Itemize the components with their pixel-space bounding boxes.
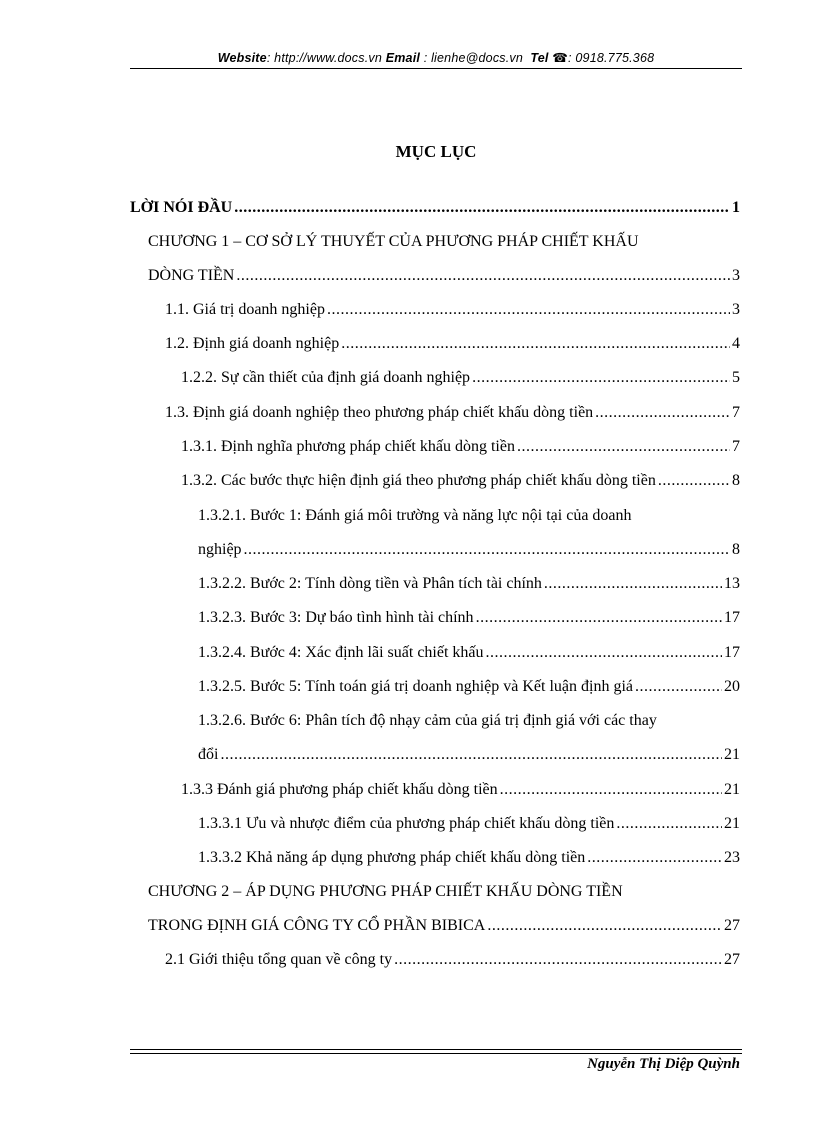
toc-entry[interactable]: 1.3.3 Đánh giá phương pháp chiết khấu dòng tiền ..... 21	[181, 780, 740, 800]
website-value: : http://www.docs.vn	[266, 51, 382, 65]
toc-entry[interactable]: 1.3.2.2. Bước 2: Tính dòng tiền và Phân tích tài chính ..... 13	[198, 574, 740, 594]
author-name: Nguyễn Thị Diệp Quỳnh	[587, 1056, 740, 1072]
toc-entry[interactable]: nghiệp ..... 8	[198, 540, 740, 560]
toc-entry[interactable]: CHƯƠNG 1 – CƠ SỞ LÝ THUYẾT CỦA PHƯƠNG PHÁP CHIẾT KHẤU	[148, 233, 639, 250]
toc-entry[interactable]: 1.2. Định giá doanh nghiệp ..... 4	[165, 334, 740, 354]
tel-label: Tel	[530, 51, 549, 65]
toc-entry[interactable]: 1.2.2. Sự cần thiết của định giá doanh nghiệp ..... 5	[181, 368, 740, 388]
header-rule	[130, 68, 742, 69]
page-header	[130, 50, 742, 65]
website-label: Website	[217, 51, 267, 65]
toc-entry[interactable]: 1.1. Giá trị doanh nghiệp ..... 3	[165, 300, 740, 320]
toc-entry[interactable]: 1.3.2. Các bước thực hiện định giá theo phương pháp chiết khấu dòng tiền ..... 8	[181, 471, 740, 491]
toc-entry[interactable]: 1.3.2.6. Bước 6: Phân tích độ nhạy cảm của giá trị định giá với các thay	[198, 712, 657, 729]
email-value: : lienhe@docs.vn	[423, 51, 524, 65]
phone-icon: ☎	[552, 51, 569, 65]
toc-entry[interactable]: TRONG ĐỊNH GIÁ CÔNG TY CỔ PHẦN BIBICA ..... 27	[148, 916, 740, 936]
toc-entry[interactable]: LỜI NÓI ĐẦU ..... 1	[130, 198, 740, 218]
toc-entry[interactable]: 1.3.3.1 Ưu và nhược điểm của phương pháp chiết khấu dòng tiền ..... 21	[198, 814, 740, 834]
toc-entry[interactable]: đổi ..... 21	[198, 745, 740, 765]
toc-entry[interactable]: 1.3.2.4. Bước 4: Xác định lãi suất chiết khấu ..... 17	[198, 643, 740, 663]
toc-entry[interactable]: 1.3.2.5. Bước 5: Tính toán giá trị doanh nghiệp và Kết luận định giá ..... 20	[198, 677, 740, 697]
toc-entry[interactable]: 1.3. Định giá doanh nghiệp theo phương pháp chiết khấu dòng tiền ..... 7	[165, 403, 740, 423]
toc-entry[interactable]: CHƯƠNG 2 – ÁP DỤNG PHƯƠNG PHÁP CHIẾT KHẤU DÒNG TIỀN	[148, 883, 623, 900]
footer-rule	[130, 1049, 742, 1050]
footer-rule-thin	[130, 1053, 742, 1054]
toc-entry[interactable]: 1.3.3.2 Khả năng áp dụng phương pháp chiết khấu dòng tiền ..... 23	[198, 848, 740, 868]
tel-value: : 0918.775.368	[568, 51, 655, 65]
toc-entry[interactable]: 2.1 Giới thiệu tổng quan về công ty ..... 27	[165, 950, 740, 970]
toc-entry[interactable]: 1.3.2.1. Bước 1: Đánh giá môi trường và năng lực nội tại của doanh	[198, 507, 632, 524]
toc-entry[interactable]: 1.3.2.3. Bước 3: Dự báo tình hình tài chính ..... 17	[198, 608, 740, 628]
page-title: MỤC LỤC	[395, 142, 477, 161]
toc-entry[interactable]: 1.3.1. Định nghĩa phương pháp chiết khấu dòng tiền ..... 7	[181, 437, 740, 457]
toc-entry[interactable]: DÒNG TIỀN ..... 3	[148, 266, 740, 286]
email-label: Email	[385, 51, 421, 65]
